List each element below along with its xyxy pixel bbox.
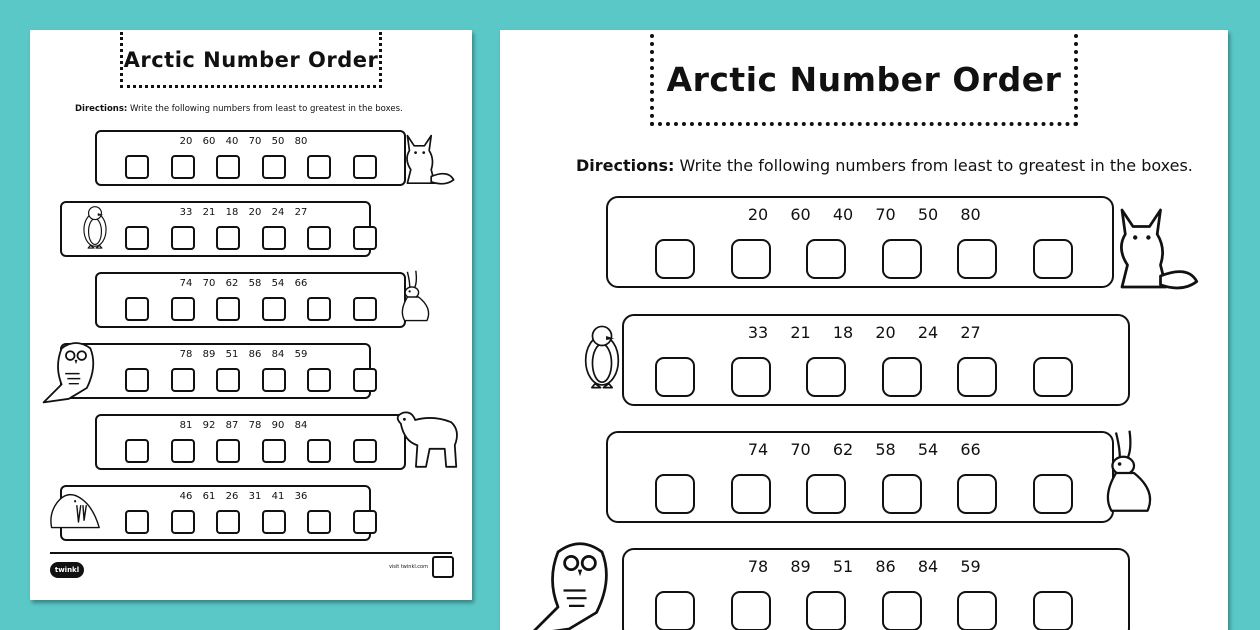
- answer-box[interactable]: [655, 357, 695, 397]
- number-to-order: 62: [225, 278, 239, 289]
- answer-box[interactable]: [262, 439, 286, 463]
- answer-box[interactable]: [806, 239, 846, 279]
- footer-divider: [50, 552, 452, 554]
- answer-box[interactable]: [262, 510, 286, 534]
- answer-box[interactable]: [806, 591, 846, 630]
- answer-box[interactable]: [353, 226, 377, 250]
- number-to-order: 87: [225, 420, 239, 431]
- number-to-order: 78: [248, 420, 262, 431]
- answer-box[interactable]: [655, 474, 695, 514]
- number-to-order: 89: [790, 557, 811, 576]
- answer-box[interactable]: [806, 357, 846, 397]
- answer-box[interactable]: [125, 226, 149, 250]
- number-to-order: 90: [271, 420, 285, 431]
- number-to-order: 59: [960, 557, 981, 576]
- number-to-order: 21: [790, 323, 811, 342]
- number-to-order: 41: [271, 491, 285, 502]
- number-to-order: 70: [248, 136, 262, 147]
- walrus-icon: [30, 480, 118, 540]
- number-to-order: 50: [917, 205, 939, 224]
- snowy-owl-icon: [510, 530, 650, 630]
- answer-box[interactable]: [307, 226, 331, 250]
- answer-box[interactable]: [171, 439, 195, 463]
- answer-box[interactable]: [731, 591, 771, 630]
- answer-box[interactable]: [216, 155, 240, 179]
- directions-label: Directions:: [576, 156, 675, 175]
- number-to-order: 84: [917, 557, 939, 576]
- answer-box[interactable]: [171, 155, 195, 179]
- number-to-order: 33: [179, 207, 193, 218]
- badge-icon: [432, 556, 454, 578]
- answer-box[interactable]: [957, 239, 997, 279]
- answer-box[interactable]: [957, 357, 997, 397]
- answer-box[interactable]: [125, 297, 149, 321]
- arctic-fox-icon: [1082, 188, 1206, 302]
- number-to-order: 58: [248, 278, 262, 289]
- answer-box[interactable]: [125, 368, 149, 392]
- number-to-order: 51: [832, 557, 854, 576]
- number-to-order: 78: [179, 349, 193, 360]
- number-to-order: 20: [248, 207, 262, 218]
- answer-box[interactable]: [216, 439, 240, 463]
- number-to-order: 60: [202, 136, 216, 147]
- answer-box[interactable]: [262, 155, 286, 179]
- number-to-order: 40: [832, 205, 854, 224]
- number-to-order: 60: [790, 205, 811, 224]
- answer-box[interactable]: [1033, 474, 1073, 514]
- footer-url: visit twinkl.com: [388, 564, 428, 570]
- number-to-order: 59: [294, 349, 308, 360]
- brand-logo: twinkl: [50, 562, 84, 578]
- number-to-order: 18: [225, 207, 239, 218]
- number-to-order: 86: [875, 557, 896, 576]
- worksheet-thumbnail: [30, 30, 472, 600]
- answer-box[interactable]: [353, 155, 377, 179]
- answer-box[interactable]: [171, 368, 195, 392]
- number-to-order: 62: [832, 440, 854, 459]
- answer-box[interactable]: [882, 239, 922, 279]
- number-to-order: 36: [294, 491, 308, 502]
- answer-box[interactable]: [882, 357, 922, 397]
- directions-label: Directions:: [75, 104, 128, 114]
- answer-box[interactable]: [307, 297, 331, 321]
- answer-box[interactable]: [125, 439, 149, 463]
- number-to-order: 66: [960, 440, 981, 459]
- answer-box[interactable]: [125, 155, 149, 179]
- answer-box[interactable]: [655, 239, 695, 279]
- snowy-owl-icon: [38, 334, 114, 410]
- number-to-order: 24: [271, 207, 285, 218]
- answer-box[interactable]: [171, 510, 195, 534]
- answer-box[interactable]: [353, 297, 377, 321]
- answer-box[interactable]: [262, 368, 286, 392]
- number-to-order: 58: [875, 440, 896, 459]
- arctic-hare-icon: [1080, 408, 1170, 542]
- number-to-order: 86: [248, 349, 262, 360]
- answer-box[interactable]: [353, 510, 377, 534]
- number-to-order: 84: [294, 420, 308, 431]
- number-to-order: 80: [960, 205, 981, 224]
- directions: [75, 104, 403, 114]
- answer-box[interactable]: [731, 474, 771, 514]
- answer-box[interactable]: [882, 591, 922, 630]
- answer-box[interactable]: [307, 439, 331, 463]
- page-title: Arctic Number Order: [123, 48, 379, 72]
- number-to-order: 50: [271, 136, 285, 147]
- answer-box[interactable]: [307, 155, 331, 179]
- answer-box[interactable]: [216, 368, 240, 392]
- number-to-order: 31: [248, 491, 262, 502]
- number-to-order: 70: [875, 205, 896, 224]
- penguin-icon: [72, 188, 118, 268]
- number-to-order: 80: [294, 136, 308, 147]
- answer-box[interactable]: [171, 226, 195, 250]
- directions-text: Write the following numbers from least to greatest in the boxes.: [674, 156, 1193, 175]
- number-to-order: 27: [294, 207, 308, 218]
- number-to-order: 20: [179, 136, 193, 147]
- answer-box[interactable]: [262, 226, 286, 250]
- answer-box[interactable]: [882, 474, 922, 514]
- page-title: Arctic Number Order: [666, 60, 1062, 99]
- number-to-order: 33: [747, 323, 769, 342]
- answer-box[interactable]: [957, 474, 997, 514]
- answer-box[interactable]: [731, 357, 771, 397]
- number-to-order: 81: [179, 420, 193, 431]
- number-to-order: 74: [179, 278, 193, 289]
- arctic-hare-icon: [385, 258, 441, 340]
- answer-box[interactable]: [216, 297, 240, 321]
- number-to-order: 26: [225, 491, 239, 502]
- answer-box[interactable]: [1033, 591, 1073, 630]
- answer-box[interactable]: [1033, 357, 1073, 397]
- answer-box[interactable]: [171, 297, 195, 321]
- number-to-order: 24: [917, 323, 939, 342]
- number-to-order: 40: [225, 136, 239, 147]
- answer-box[interactable]: [353, 439, 377, 463]
- answer-box[interactable]: [216, 510, 240, 534]
- answer-box[interactable]: [1033, 239, 1073, 279]
- number-to-order: 46: [179, 491, 193, 502]
- directions-text: Write the following numbers from least to greatest in the boxes.: [127, 104, 403, 114]
- number-to-order: 27: [960, 323, 981, 342]
- number-to-order: 18: [832, 323, 854, 342]
- number-to-order: 74: [747, 440, 769, 459]
- number-to-order: 61: [202, 491, 216, 502]
- answer-box[interactable]: [957, 591, 997, 630]
- polar-bear-icon: [380, 402, 472, 478]
- number-to-order: 70: [790, 440, 811, 459]
- answer-box[interactable]: [307, 368, 331, 392]
- answer-box[interactable]: [731, 239, 771, 279]
- answer-box[interactable]: [655, 591, 695, 630]
- answer-box[interactable]: [216, 226, 240, 250]
- number-to-order: 92: [202, 420, 216, 431]
- number-to-order: 20: [747, 205, 769, 224]
- answer-box[interactable]: [353, 368, 377, 392]
- number-to-order: 84: [271, 349, 285, 360]
- directions: [576, 156, 1193, 175]
- number-to-order: 54: [917, 440, 939, 459]
- worksheet-zoom: [500, 30, 1228, 630]
- number-to-order: 20: [875, 323, 896, 342]
- number-to-order: 21: [202, 207, 216, 218]
- number-to-order: 70: [202, 278, 216, 289]
- answer-box[interactable]: [806, 474, 846, 514]
- number-to-order: 51: [225, 349, 239, 360]
- answer-box[interactable]: [125, 510, 149, 534]
- answer-box[interactable]: [307, 510, 331, 534]
- number-to-order: 78: [747, 557, 769, 576]
- number-to-order: 89: [202, 349, 216, 360]
- number-to-order: 54: [271, 278, 285, 289]
- number-to-order: 66: [294, 278, 308, 289]
- penguin-icon: [568, 290, 636, 424]
- arctic-fox-icon: [385, 122, 457, 194]
- answer-box[interactable]: [262, 297, 286, 321]
